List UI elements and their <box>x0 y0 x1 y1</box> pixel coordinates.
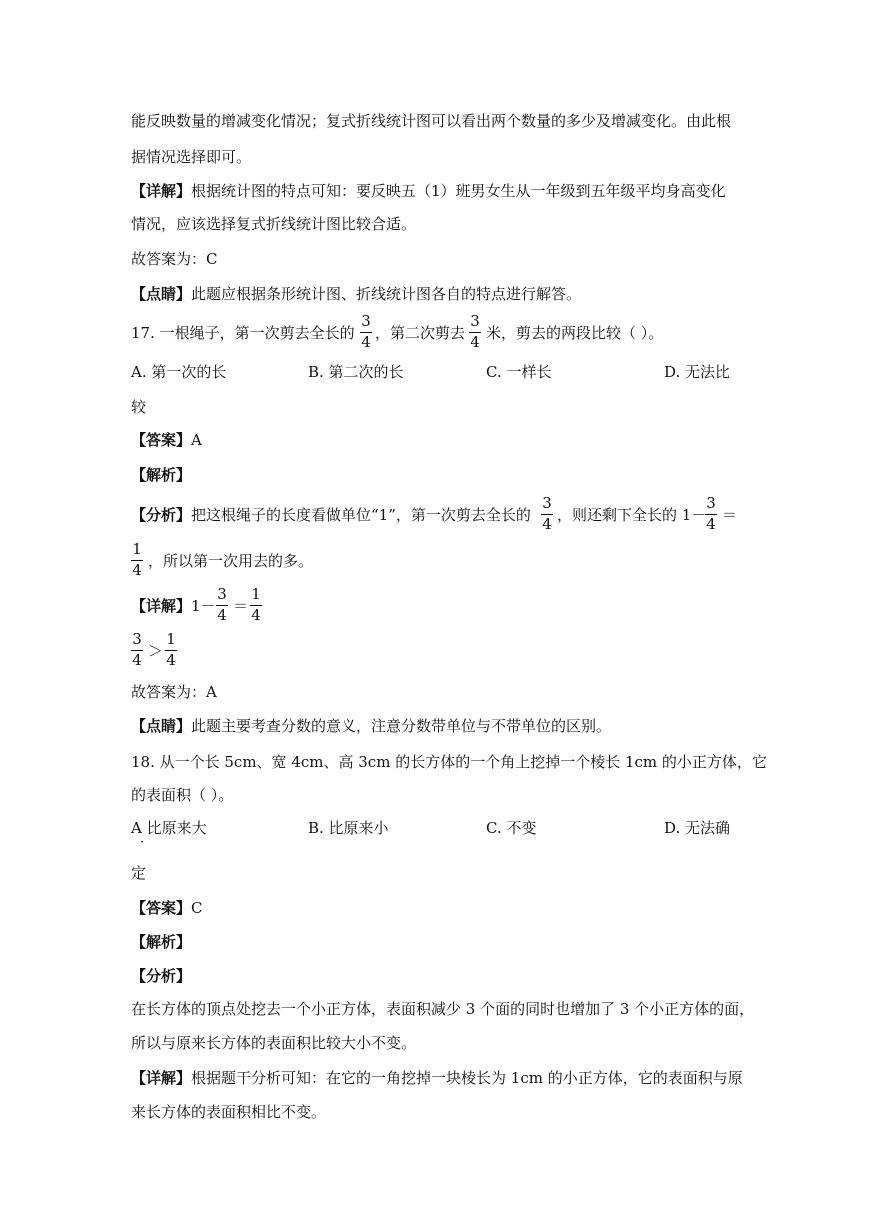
text-line: 能反映数量的增减变化情况；复式折线统计图可以看出两个数量的多少及增减变化。由此根 <box>131 112 732 130</box>
detail-text: 根据统计图的特点可知：要反映五（1）班男女生从一年级到五年级平均身高变化 <box>191 182 726 200</box>
comment-label: 【点睛】 <box>131 285 192 303</box>
fraction-three-quarters: 3 4 <box>217 585 227 624</box>
q17-answer <box>131 430 202 450</box>
q17-stem-part-c: 米，剪去的两段比较（ ）。 <box>486 324 664 342</box>
q17-fenxi-part-a <box>131 505 531 525</box>
comment-text: 此题应根据条形统计图、折线统计图各自的特点进行解答。 <box>191 285 582 303</box>
equals-sign: ＝ <box>233 597 249 615</box>
q17-option-a: A. 第一次的长 <box>131 363 227 381</box>
fraction-three-quarters: 3 4 <box>132 630 142 669</box>
detail-paragraph <box>131 181 726 201</box>
q18-option-a: A 比原来大 <box>131 819 207 837</box>
q17-fenxi-tail: ，所以第一次用去的多。 <box>148 552 314 570</box>
q17-fenxi-part-b: ，则还剩下全长的 1－ <box>557 506 707 524</box>
q17-detail <box>131 596 216 616</box>
detail-label: 【详解】 <box>131 182 192 200</box>
detail-expression: 1－ <box>191 597 216 615</box>
q17-option-b: B. 第二次的长 <box>308 363 404 381</box>
q17-option-wrap: 较 <box>131 398 147 416</box>
comment-paragraph <box>131 284 581 304</box>
fenxi-text: 把这根绳子的长度看做单位“1”，第一次剪去全长的 <box>191 506 531 524</box>
fraction-one-quarter: 1 4 <box>132 540 142 579</box>
q17-comment <box>131 716 611 736</box>
q18-option-c: C. 不变 <box>486 819 537 837</box>
fraction-three-quarters: 3 4 <box>361 312 371 351</box>
equals-sign: ＝ <box>722 506 738 524</box>
detail-label: 【详解】 <box>131 1069 192 1087</box>
fraction-three-quarters: 3 4 <box>470 312 480 351</box>
fraction-three-quarters: 3 4 <box>542 494 552 533</box>
fraction-one-quarter: 1 4 <box>251 585 261 624</box>
q18-option-b: B. 比原来小 <box>308 819 389 837</box>
fraction-one-quarter: 1 4 <box>166 630 176 669</box>
q18-option-wrap: 定 <box>131 864 147 882</box>
q17-option-c: C. 一样长 <box>486 363 552 381</box>
text-line: 情况，应该选择复式折线统计图比较合适。 <box>131 215 417 233</box>
greater-than-sign: ＞ <box>148 642 164 660</box>
q18-stem-line2: 的表面积（ ）。 <box>131 786 234 804</box>
answer-line: 故答案为：C <box>131 250 218 268</box>
answer-label: 【答案】 <box>131 431 192 449</box>
q18-option-d: D. 无法确 <box>664 819 731 837</box>
fenxi-label: 【分析】 <box>131 967 192 985</box>
q17-stem-part-a: 17. 一根绳子，第一次剪去全长的 <box>131 324 355 342</box>
answer-label: 【答案】 <box>131 899 192 917</box>
answer-value: C <box>191 899 203 917</box>
q18-answer <box>131 898 203 918</box>
q18-detail-line2: 来长方体的表面积相比不变。 <box>131 1103 327 1121</box>
option-dot: · <box>140 835 145 850</box>
q17-option-d: D. 无法比 <box>664 363 731 381</box>
fenxi-label: 【分析】 <box>131 506 192 524</box>
q17-conclusion: 故答案为：A <box>131 683 217 701</box>
q18-fenxi-line1: 在长方体的顶点处挖去一个小正方体，表面积减少 3 个面的同时也增加了 3 个小正方体的面， <box>131 1000 755 1018</box>
q17-stem-part-b: ，第二次剪去 <box>375 324 466 342</box>
text-line: 据情况选择即可。 <box>131 148 252 166</box>
comment-text: 此题主要考查分数的意义，注意分数带单位与不带单位的区别。 <box>191 717 612 735</box>
q18-fenxi-line2: 所以与原来长方体的表面积比较大小不变。 <box>131 1034 417 1052</box>
detail-text: 根据题干分析可知：在它的一角挖掉一块棱长为 1cm 的小正方体，它的表面积与原 <box>191 1069 743 1087</box>
comment-label: 【点睛】 <box>131 717 192 735</box>
fraction-three-quarters: 3 4 <box>706 494 716 533</box>
detail-label: 【详解】 <box>131 597 192 615</box>
answer-value: A <box>191 431 202 449</box>
analysis-label: 【解析】 <box>131 466 192 484</box>
analysis-label: 【解析】 <box>131 933 192 951</box>
q18-stem-line1: 18. 从一个长 5cm、宽 4cm、高 3cm 的长方体的一个角上挖掉一个棱长 1cm 的小正方体，它 <box>131 753 767 771</box>
q18-detail <box>131 1068 743 1088</box>
